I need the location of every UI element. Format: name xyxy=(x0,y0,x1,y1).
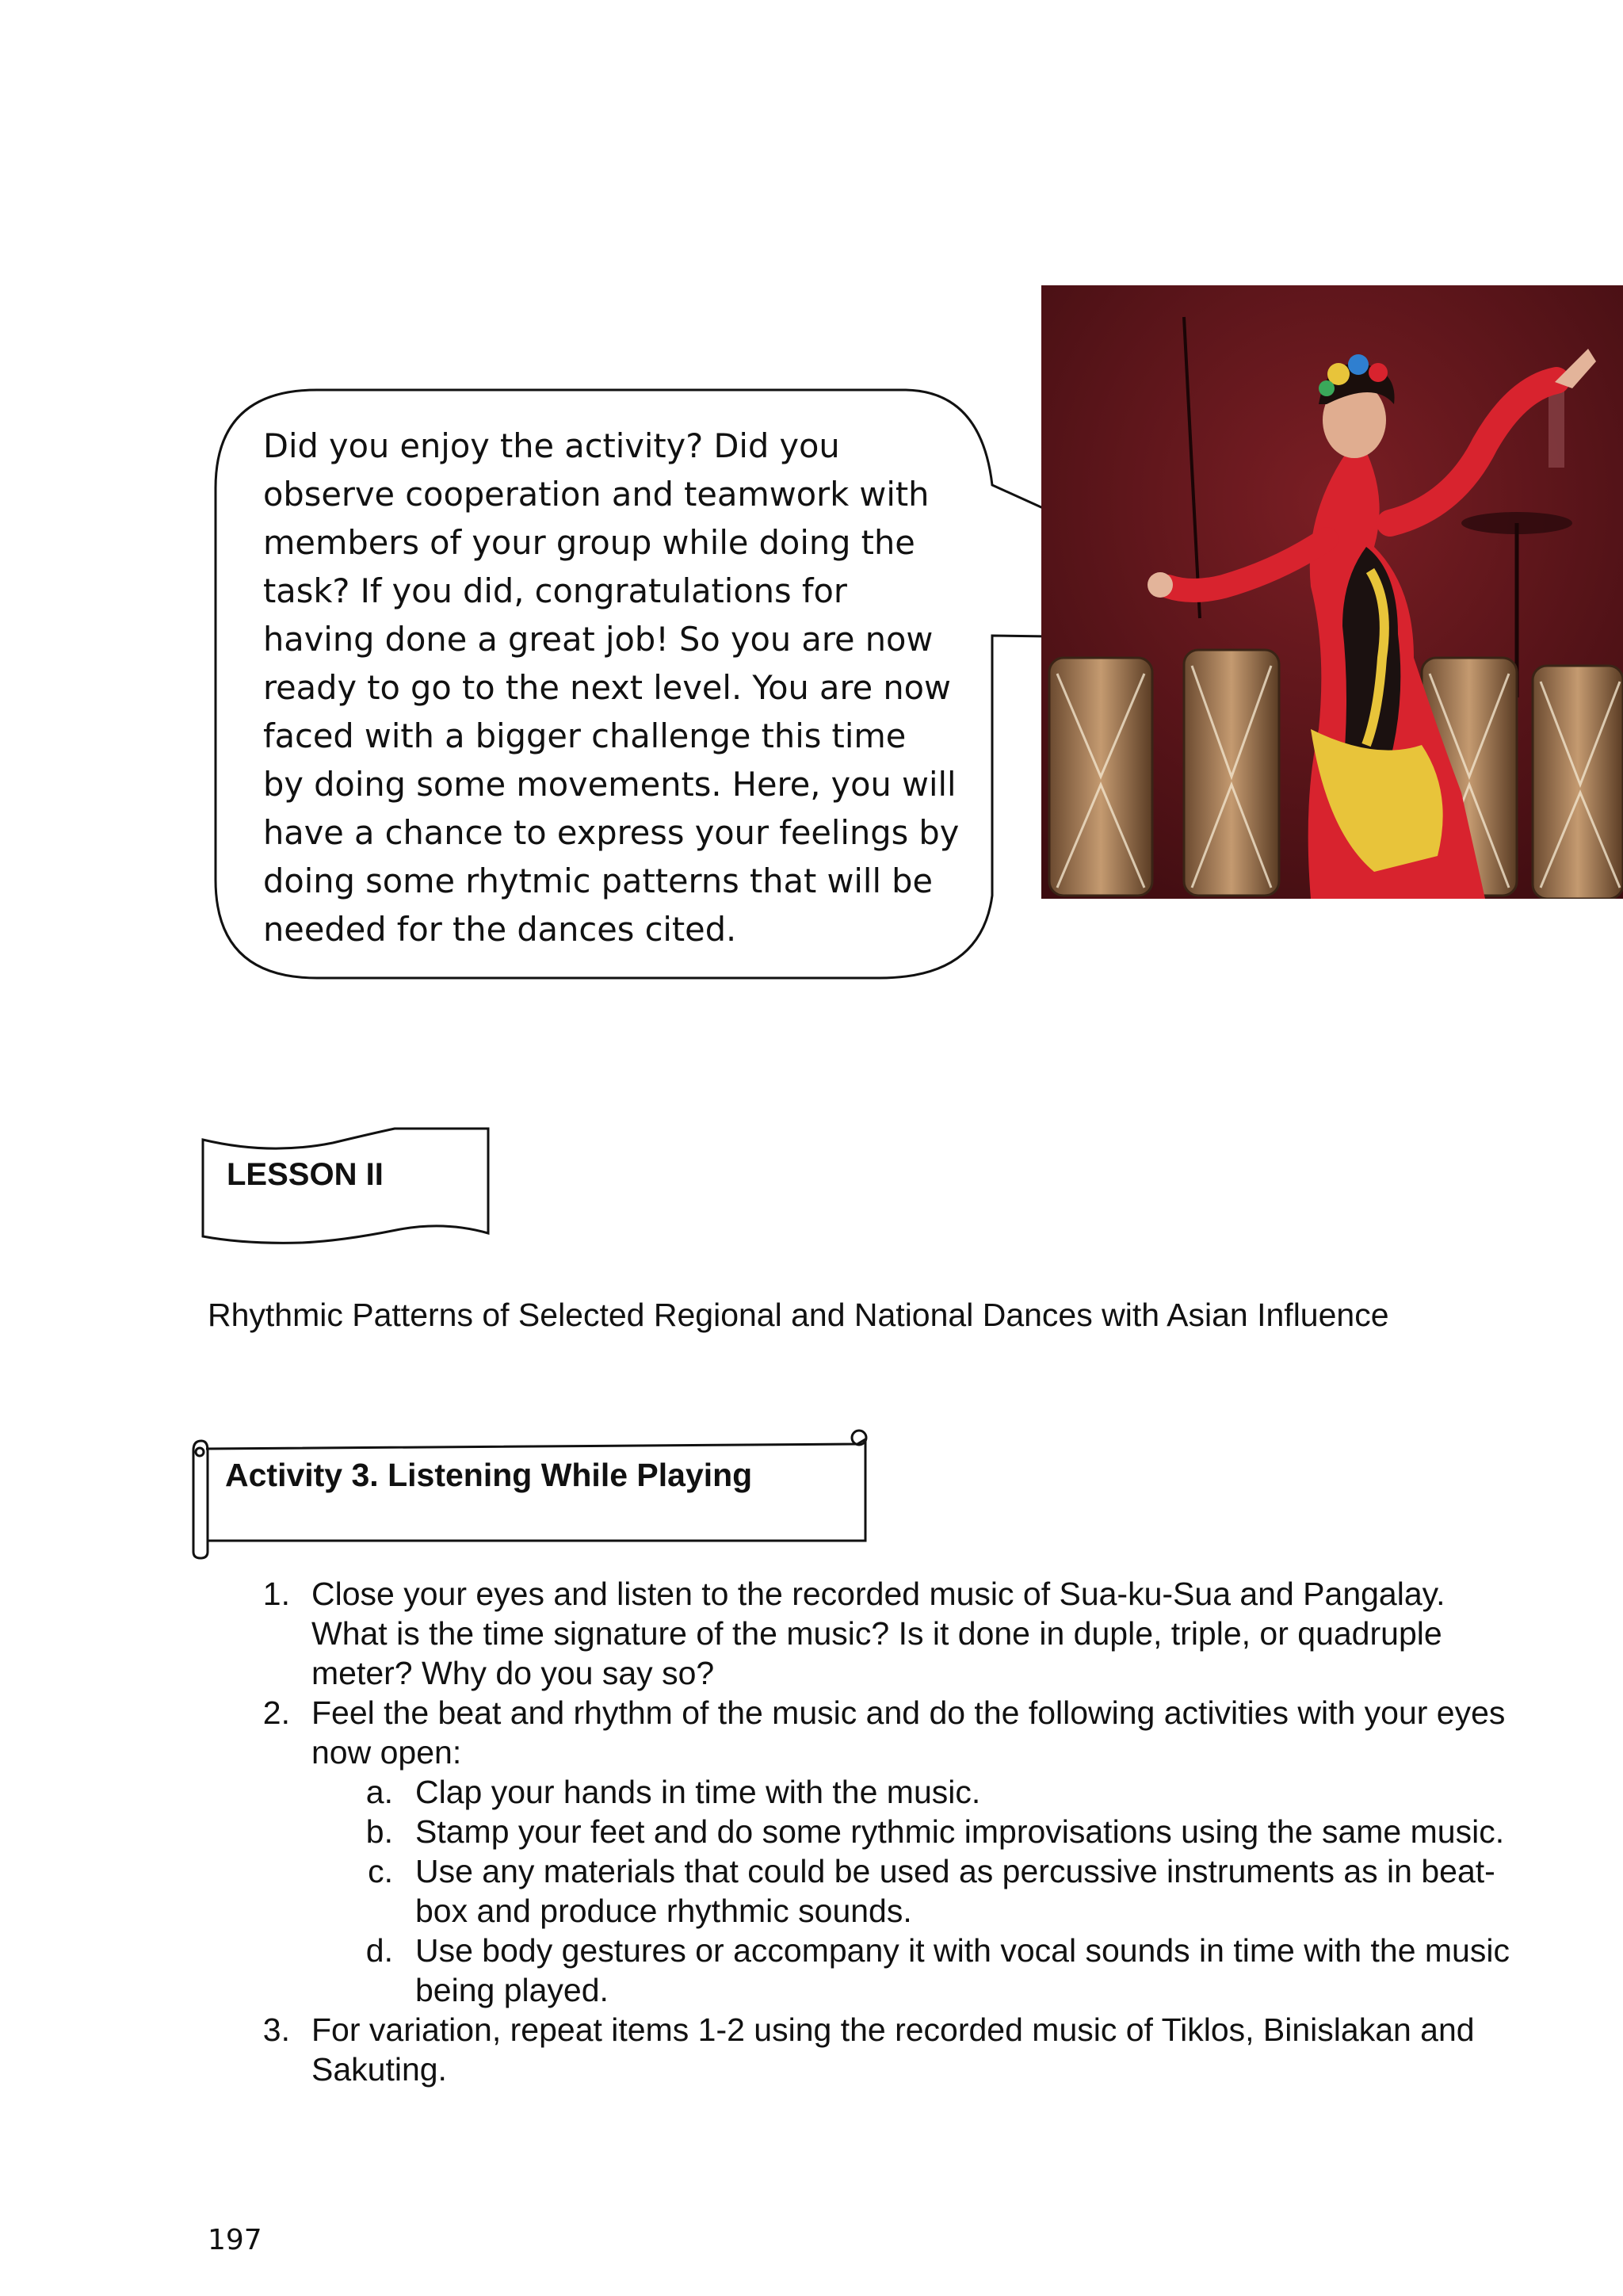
bubble-line: ready to go to the next level. You are now xyxy=(263,668,951,707)
subitem-text: Clap your hands in time with the music. xyxy=(415,1774,981,1810)
subitem-text: Stamp your feet and do some rythmic improvisations using the same music. xyxy=(415,1813,1505,1850)
sub-list-item xyxy=(0,1772,1623,1812)
lesson-label: LESSON II xyxy=(227,1157,384,1192)
dancer-photo xyxy=(1041,285,1623,899)
item-number: 1. xyxy=(262,1576,290,1612)
subitem-letter: d. xyxy=(365,1932,393,1969)
bubble-line: by doing some movements. Here, you will xyxy=(263,765,957,804)
list-item xyxy=(0,2010,1623,2089)
list-item xyxy=(0,1574,1623,1693)
activity-scroll-outline xyxy=(193,1431,866,1558)
activity-title: Activity 3. Listening While Playing xyxy=(225,1457,753,1493)
page-number: 197 xyxy=(208,2224,262,2256)
bubble-line: task? If you did, congratulations for xyxy=(263,571,847,610)
speech-bubble-text xyxy=(263,422,960,953)
sub-list-item xyxy=(0,1931,1623,2010)
sub-list-item xyxy=(0,1812,1623,1851)
bubble-line: Did you enjoy the activity? Did you xyxy=(263,426,840,465)
item-number: 3. xyxy=(262,2011,290,2048)
subitem-text: Use any materials that could be used as percussive instruments as in beat-box and produce rhythmic sounds. xyxy=(415,1853,1495,1929)
list-item xyxy=(0,1693,1623,1772)
bubble-line: faced with a bigger challenge this time xyxy=(263,716,907,755)
item-text: Close your eyes and listen to the recorded music of Sua-ku-Sua and Pangalay. What is the time signature of the music? Is it done in duple, triple, or quadruple meter? Why do you say so? xyxy=(311,1576,1445,1691)
subitem-letter: b. xyxy=(365,1813,393,1850)
item-number: 2. xyxy=(262,1694,290,1731)
subitem-text: Use body gestures or accompany it with vocal sounds in time with the music being played. xyxy=(415,1932,1510,2008)
item-text: For variation, repeat items 1-2 using the recorded music of Tiklos, Binislakan and Sakuting. xyxy=(311,2011,1475,2088)
subitem-letter: c. xyxy=(368,1853,393,1889)
bubble-line: having done a great job! So you are now xyxy=(263,620,934,659)
bubble-line: needed for the dances cited. xyxy=(263,910,737,949)
sub-list-item xyxy=(0,1851,1623,1931)
activity-instructions xyxy=(0,1574,1623,2089)
bubble-line: observe cooperation and teamwork with xyxy=(263,475,930,514)
bubble-line: members of your group while doing the xyxy=(263,523,915,562)
item-text: Feel the beat and rhythm of the music and do the following activities with your eyes now open: xyxy=(311,1694,1506,1771)
bubble-line: have a chance to express your feelings by xyxy=(263,813,960,852)
lesson-subtitle: Rhythmic Patterns of Selected Regional and National Dances with Asian Influence xyxy=(208,1297,1389,1333)
bubble-line: doing some rhytmic patterns that will be xyxy=(263,861,934,900)
subitem-letter: a. xyxy=(365,1774,393,1810)
